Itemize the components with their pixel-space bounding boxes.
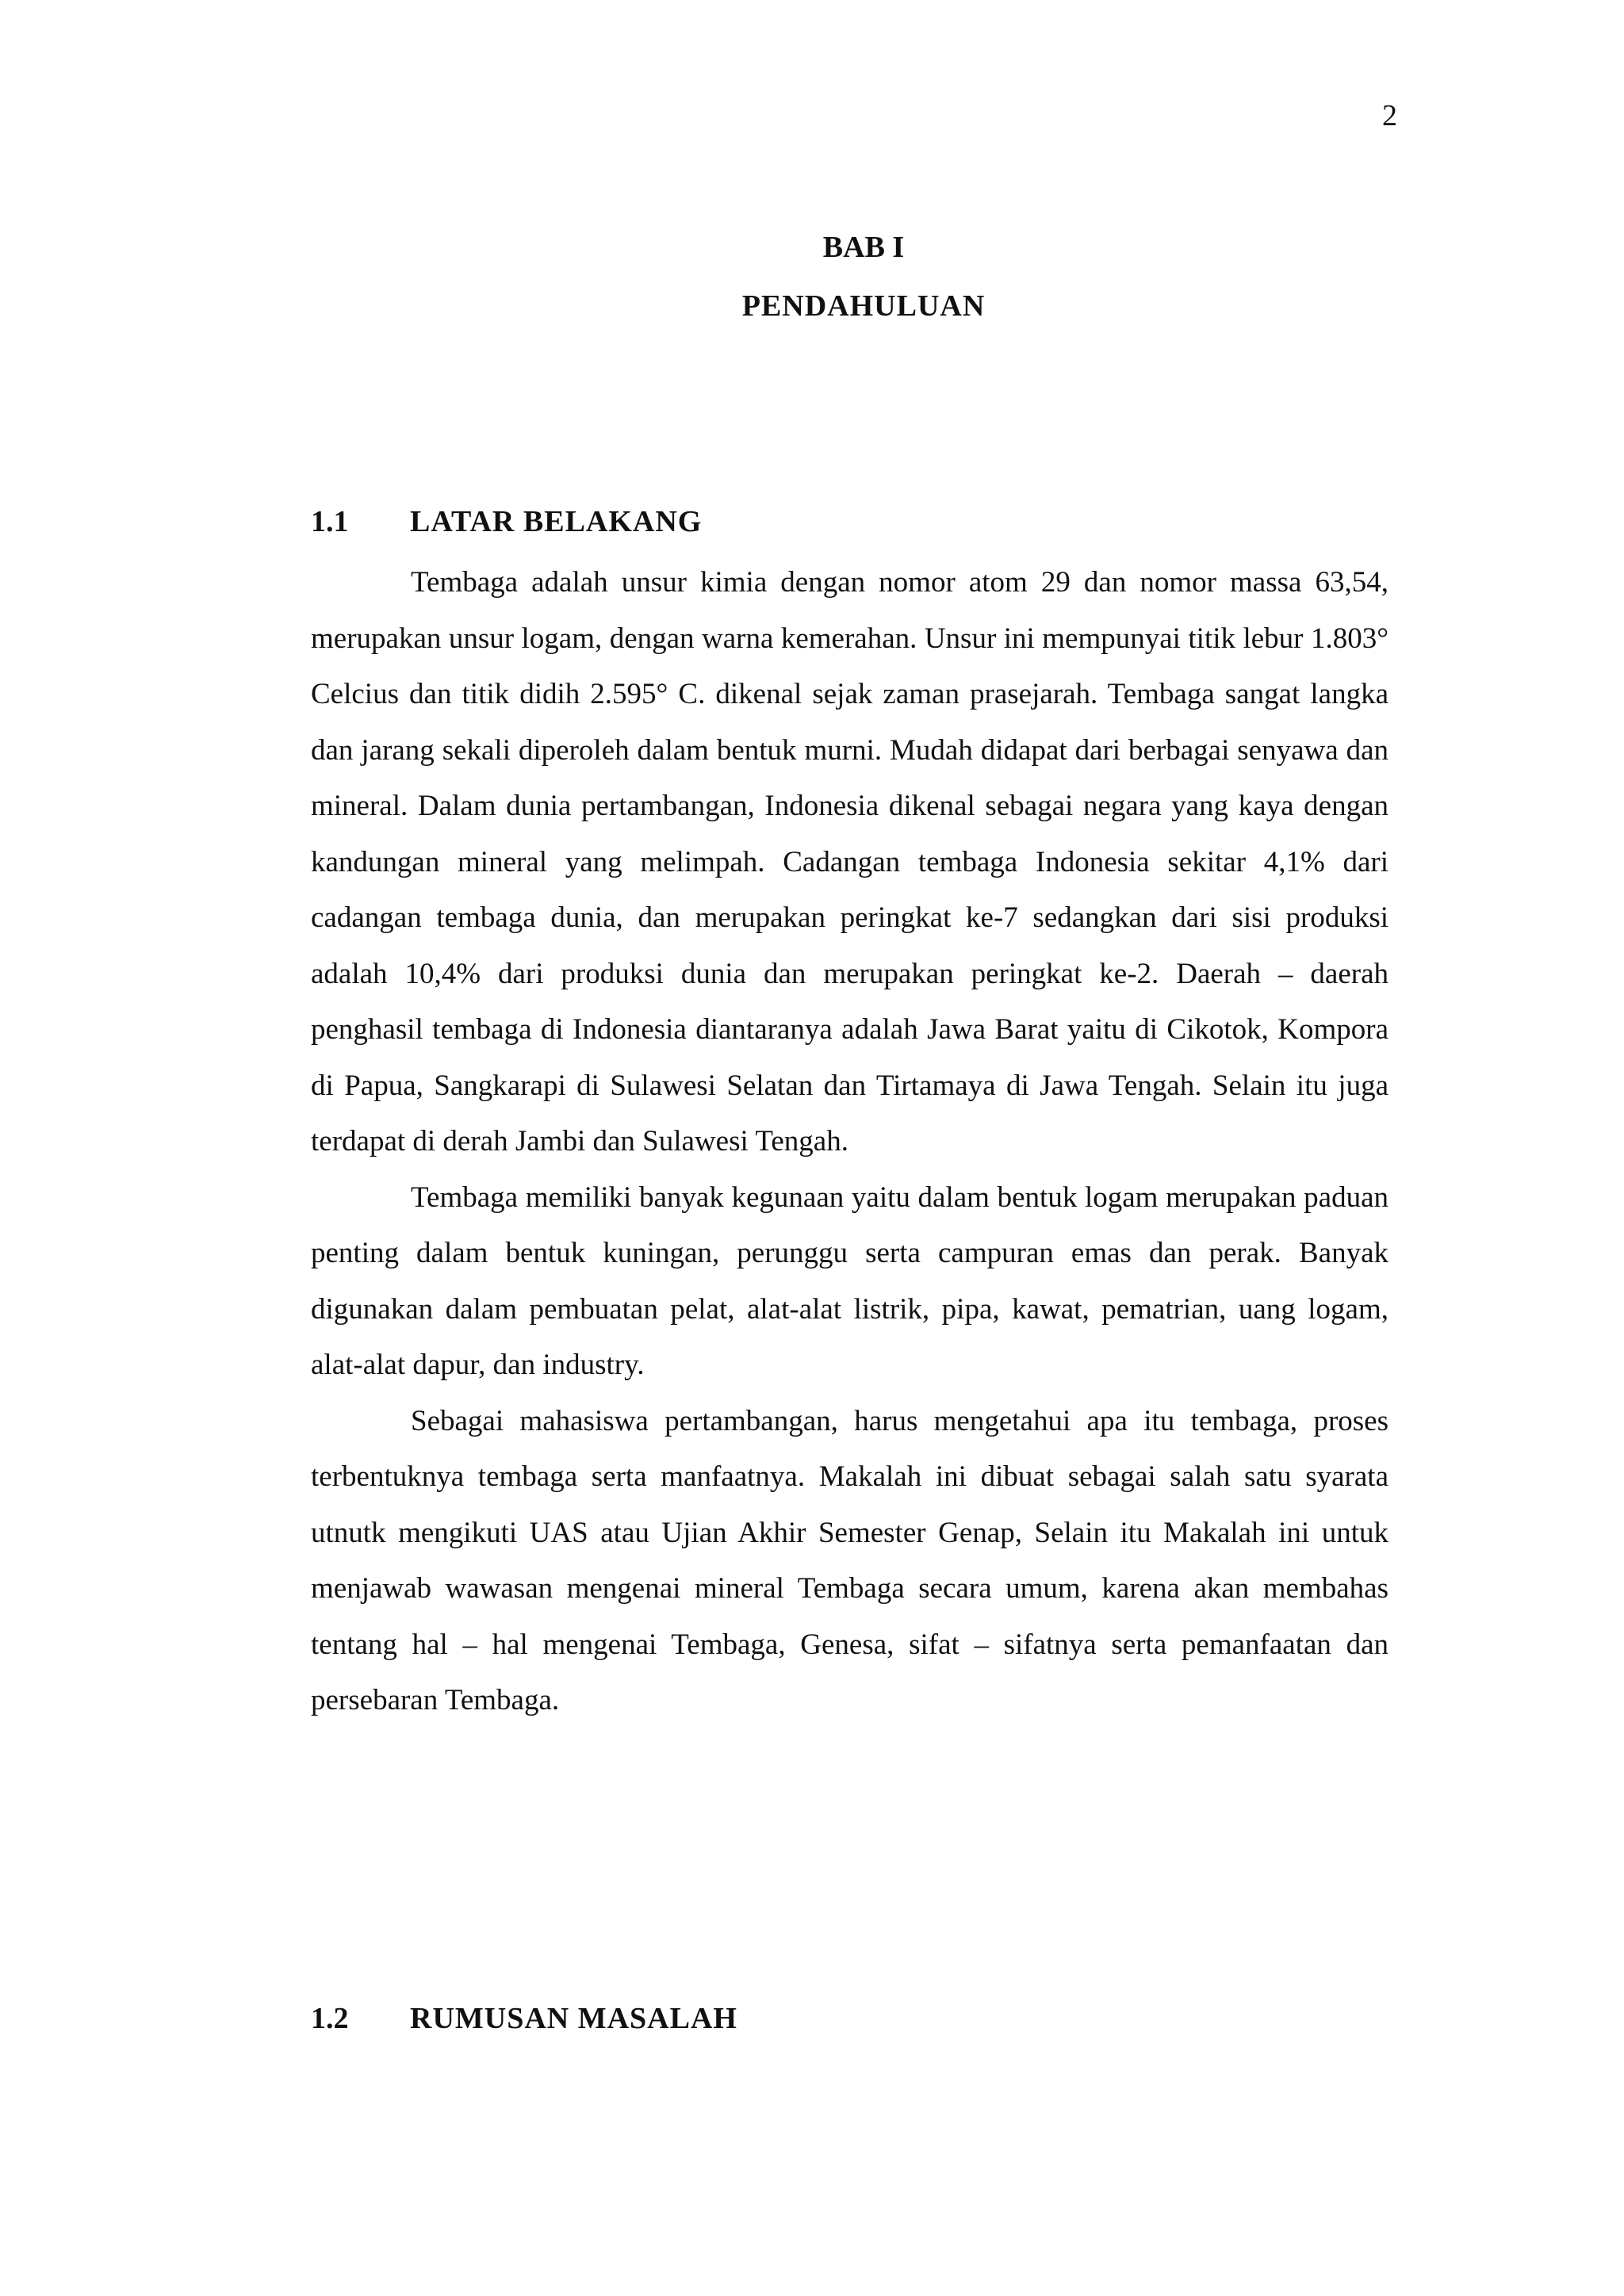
page-number: 2 bbox=[1382, 99, 1397, 132]
paragraph: Tembaga memiliki banyak kegunaan yaitu dalam bentuk logam merupakan paduan penting dalam bentuk kuningan, perunggu serta campuran emas dan perak. Banyak digunakan dalam pembuatan pelat, alat-alat listrik, pipa, kawat, pematrian, uang logam, alat-alat dapur, dan industry. bbox=[311, 1181, 1388, 1381]
paragraph: Sebagai mahasiswa pertambangan, harus mengetahui apa itu tembaga, proses terbentuknya tembaga serta manfaatnya. Makalah ini dibuat sebagai salah satu syarata utnutk mengikuti UAS atau Ujian Akhir Semester Genap, Selain itu Makalah ini untuk menjawab wawasan mengenai mineral Tembaga secara umum, karena akan membahas tentang hal – hal mengenai Tembaga, Genesa, sifat – sifatnya serta pemanfaatan dan persebaran Tembaga. bbox=[311, 1404, 1388, 1716]
section-number: 1.1 bbox=[311, 505, 349, 538]
chapter-label: BAB I bbox=[822, 231, 905, 264]
section-number: 1.2 bbox=[311, 2002, 349, 2035]
paragraph: Tembaga adalah unsur kimia dengan nomor atom 29 dan nomor massa 63,54, merupakan unsur logam, dengan warna kemerahan. Unsur ini mempunyai titik lebur 1.803° Celcius dan titik didih 2.595° C. dikenal sejak zaman prasejarah. Tembaga sangat langka dan jarang sekali diperoleh dalam bentuk murni. Mudah didapat dari berbagai senyawa dan mineral. Dalam dunia pertambangan, Indonesia dikenal sebagai negara yang kaya dengan kandungan mineral yang melimpah. Cadangan tembaga Indonesia sekitar 4,1% dari cadangan tembaga dunia, dan merupakan peringkat ke-7 sedangkan dari sisi produksi adalah 10,4% dari produksi dunia dan merupakan peringkat ke-2. Daerah – daerah penghasil tembaga di Indonesia diantaranya adalah Jawa Barat yaitu di Cikotok, Kompora di Papua, Sangkarapi di Sulawesi Selatan dan Tirtamaya di Jawa Tengah. Selain itu juga terdapat di derah Jambi dan Sulawesi Tengah. bbox=[311, 566, 1388, 1158]
section-heading-rumusan-masalah bbox=[311, 2001, 737, 2036]
section-body bbox=[311, 555, 1388, 1729]
section-title: LATAR BELAKANG bbox=[410, 505, 703, 538]
section-title: RUMUSAN MASALAH bbox=[410, 2002, 737, 2035]
chapter-title: PENDAHULUAN bbox=[741, 289, 986, 323]
section-heading-latar-belakang bbox=[311, 504, 702, 539]
